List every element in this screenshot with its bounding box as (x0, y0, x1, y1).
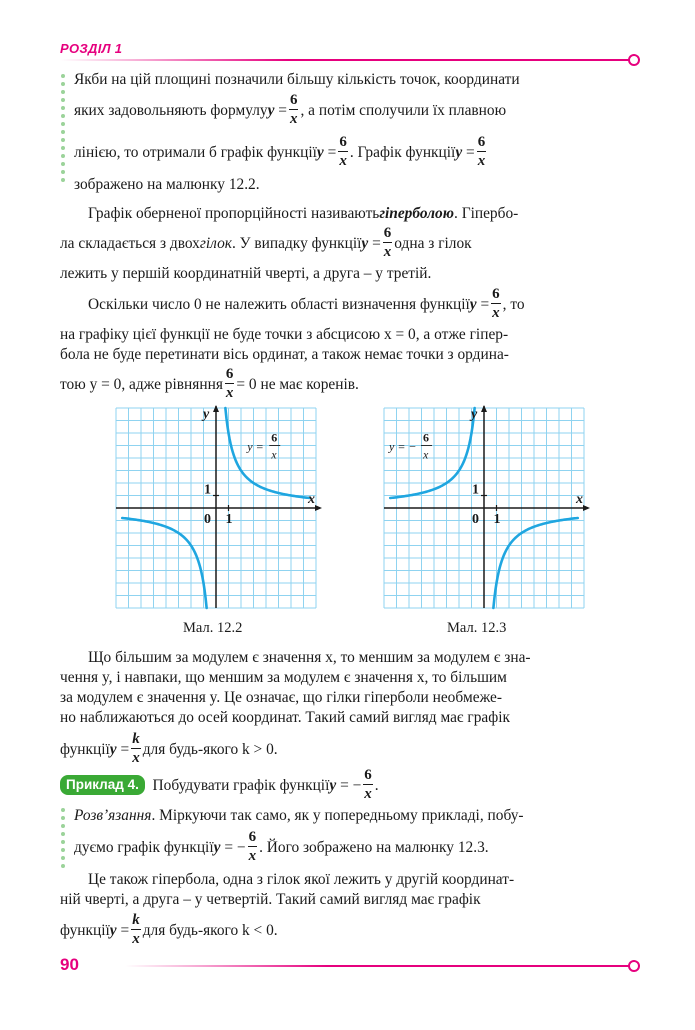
header-rule-end-icon (628, 54, 640, 66)
para4-line2: чення y, і навпаки, що меншим за модулем є значення x, то більшим (60, 669, 507, 686)
figure-12-3-graph (380, 404, 594, 614)
para2-line1: Графік оберненої пропорційності називають гіперболою . Гіпербо- (88, 205, 519, 222)
fraction-6-over-x: $\frac{6}{x}$ (492, 286, 500, 321)
header-rule (60, 59, 630, 61)
para1-line3: лінією, то отримали б графік функції y = $\frac{6}{x}$ . Графік функції y = $\frac{6}{x}$ (74, 134, 486, 169)
para5-line3: функції y = $\frac{k}{x}$ для будь-якого k < 0. (60, 912, 278, 947)
curve-formula-numerator: 6 (271, 430, 278, 445)
example-badge: Приклад 4. (60, 775, 145, 795)
para4-line1: Що більшим за модулем є значення x, то меншим за модулем є зна- (88, 649, 531, 666)
para5-line2: ній чверті, а друга – у четвертій. Такий самий вигляд має графік (60, 891, 481, 908)
curve-formula-lhs: y = − (389, 439, 417, 454)
footer-rule (125, 965, 630, 967)
fraction-6-over-x: $\frac{6}{x}$ (225, 366, 234, 401)
y-axis-label: y (471, 407, 478, 422)
x-axis-arrow-icon (315, 505, 322, 511)
fraction-k-over-x: $\frac{k}{x}$ (132, 731, 140, 766)
fraction-6-over-x: $\frac{6}{x}$ (477, 134, 486, 169)
para1-line2: яких задовольняють формулу y = $\frac{6}{x}$ , а потім сполучили їх плавною (74, 92, 507, 127)
fraction-6-over-x: $\frac{6}{x}$ (383, 225, 392, 260)
para3-line4: тою y = 0, адже рівняння $\frac{6}{x}$ = 0 не має коренів. (60, 366, 359, 401)
para3-line3: бола не буде перетинати вісь ординат, а також немає точки з ордина- (60, 346, 509, 363)
para1-line4: зображено на малюнку 12.2. (74, 176, 260, 193)
para2-line2: ла складається з двох гілок . У випадку функції y = $\frac{6}{x}$ одна з гілок (60, 225, 472, 260)
origin-label: 0 (204, 512, 211, 527)
hyperbola-branch-positive (493, 518, 577, 608)
fraction-6-over-x: $\frac{6}{x}$ (289, 92, 298, 127)
hyperbola-branch-positive (225, 408, 309, 498)
curve-formula-lhs: y = (247, 439, 264, 454)
figure-12-2-caption: Мал. 12.2 (183, 620, 243, 636)
para4-line4: но наближаються до осей координат. Такий самий вигляд має графік (60, 709, 510, 726)
example-task-line: Приклад 4. Побудувати графік функції y = − $\frac{6}{x}$ . (60, 766, 624, 804)
fraction-6-over-x: $\frac{6}{x}$ (364, 767, 372, 802)
para4-line5: функції y = $\frac{k}{x}$ для будь-якого k > 0. (60, 731, 278, 766)
x-axis-label: x (576, 492, 583, 507)
margin-dots (61, 74, 67, 186)
page-number: 90 (60, 955, 79, 974)
example-margin-dots (61, 808, 67, 872)
term-branches: гілок (199, 234, 232, 252)
para3-line1: Оскільки число 0 не належить області визначення функції y = $\frac{6}{x}$ , то (88, 286, 525, 321)
para5-line1: Це також гіпербола, одна з гілок якої лежить у другій координат- (88, 871, 515, 888)
para1-line1: Якби на цій площині позначили більшу кількість точок, координати (74, 71, 520, 88)
curve-formula-denominator: x (271, 447, 277, 462)
y-tick-label: 1 (472, 482, 479, 498)
para2-line3: лежить у першій координатній чверті, а друга – у третій. (60, 265, 432, 282)
fraction-k-over-x: $\frac{k}{x}$ (132, 912, 140, 947)
solution-line1: Розв’язання . Міркуючи так само, як у попередньому прикладі, побу- (74, 807, 524, 824)
y-tick-label: 1 (204, 482, 211, 498)
x-axis-arrow-icon (583, 505, 590, 511)
para4-line3: за модулем є значення y. Це означає, що гілки гіперболи необмеже- (60, 689, 502, 706)
section-label: РОЗДІЛ 1 (60, 41, 123, 56)
fraction-6-over-x: $\frac{6}{x}$ (248, 829, 257, 864)
fraction-6-over-x: $\frac{6}{x}$ (339, 134, 347, 169)
para3-line2: на графіку цієї функції не буде точки з абсцисою x = 0, а отже гіпер- (60, 326, 509, 343)
curve-formula-numerator: 6 (423, 430, 429, 445)
figure-12-3-caption: Мал. 12.3 (447, 620, 507, 636)
solution-label: Розв’язання (74, 807, 152, 824)
term-hyperbola: гіперболою (379, 205, 454, 222)
x-axis-label: x (308, 492, 315, 507)
y-axis-label: y (203, 407, 210, 422)
origin-label: 0 (472, 512, 479, 527)
x-tick-label: 1 (493, 512, 501, 527)
solution-line2: дуємо графік функції y = − $\frac{6}{x}$ . Його зображено на малюнку 12.3. (74, 829, 489, 864)
figure-12-2-graph (112, 404, 326, 614)
x-tick-label: 1 (225, 512, 233, 527)
curve-formula-denominator: x (423, 447, 429, 462)
hyperbola-branch-negative (122, 518, 206, 608)
footer-rule-end-icon (628, 960, 640, 972)
